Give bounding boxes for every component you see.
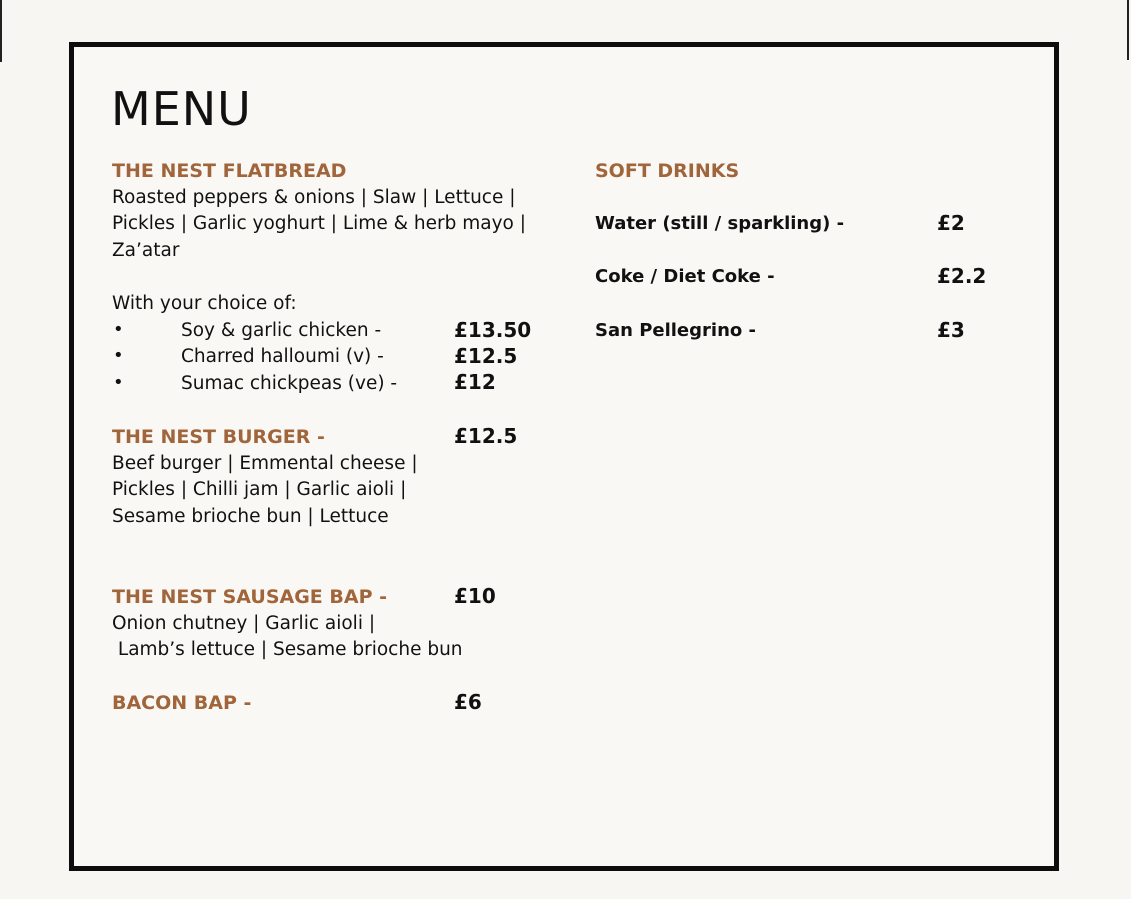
- bullet-icon: •: [113, 319, 124, 340]
- burger-price: £12.5: [454, 424, 518, 448]
- edge-line-right: [1127, 0, 1129, 60]
- drink-price: £2: [937, 211, 965, 235]
- option-label: Soy & garlic chicken -: [181, 320, 382, 341]
- edge-line-left: [0, 0, 2, 62]
- flatbread-description-line: Roasted peppers & onions | Slaw | Lettuce |: [112, 187, 516, 208]
- bullet-icon: •: [113, 345, 124, 366]
- flatbread-heading: THE NEST FLATBREAD: [112, 160, 347, 182]
- bacon-bap-heading: BACON BAP -: [112, 692, 252, 714]
- menu-title: MENU: [111, 82, 252, 136]
- drink-price: £2.2: [937, 264, 987, 288]
- sausage-bap-price: £10: [454, 584, 496, 608]
- flatbread-description-line: Za’atar: [112, 240, 180, 261]
- drink-name: Water (still / sparkling) -: [595, 213, 845, 234]
- choice-intro: With your choice of:: [112, 293, 297, 314]
- burger-description-line: Pickles | Chilli jam | Garlic aioli |: [112, 479, 407, 500]
- option-label: Sumac chickpeas (ve) -: [181, 373, 398, 394]
- option-price: £13.50: [454, 318, 532, 342]
- flatbread-description-line: Pickles | Garlic yoghurt | Lime & herb mayo |: [112, 213, 526, 234]
- option-price: £12.5: [454, 344, 518, 368]
- burger-description-line: Sesame brioche bun | Lettuce: [112, 506, 389, 527]
- sausage-bap-description-line: Onion chutney | Garlic aioli |: [112, 613, 376, 634]
- sausage-bap-description-line: Lamb’s lettuce | Sesame brioche bun: [112, 639, 463, 660]
- option-label: Charred halloumi (v) -: [181, 346, 384, 367]
- drink-price: £3: [937, 318, 965, 342]
- bullet-icon: •: [113, 372, 124, 393]
- soft-drinks-heading: SOFT DRINKS: [595, 160, 740, 182]
- sausage-bap-heading: THE NEST SAUSAGE BAP -: [112, 586, 388, 608]
- drink-name: Coke / Diet Coke -: [595, 266, 775, 287]
- bacon-bap-price: £6: [454, 690, 482, 714]
- burger-description-line: Beef burger | Emmental cheese |: [112, 453, 418, 474]
- option-price: £12: [454, 370, 496, 394]
- drink-name: San Pellegrino -: [595, 320, 756, 341]
- burger-heading: THE NEST BURGER -: [112, 426, 325, 448]
